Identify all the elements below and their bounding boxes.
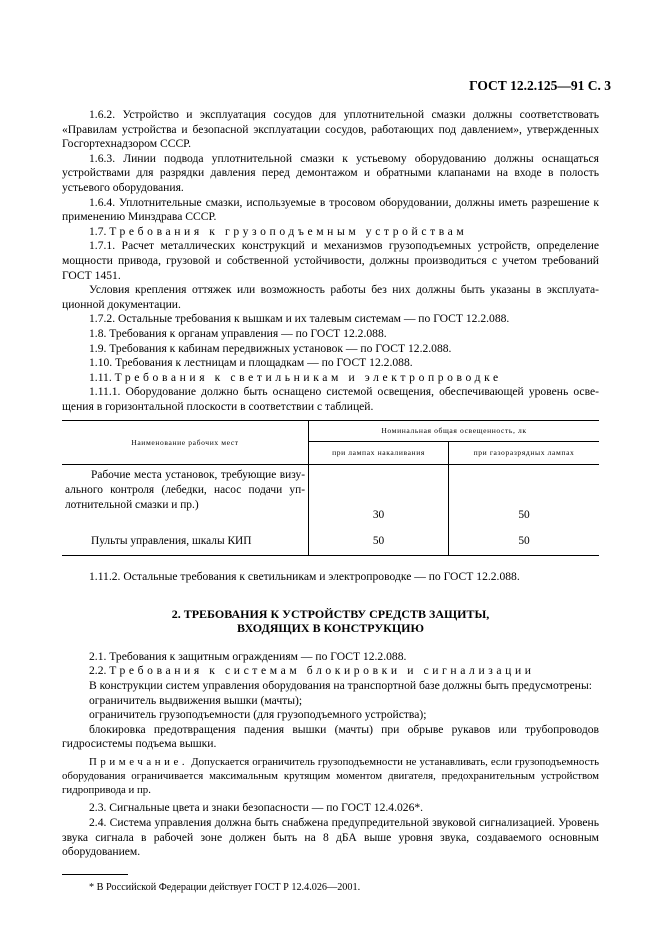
heading-2-2-number: 2.2. xyxy=(89,664,107,678)
note-text: Допускается ограничитель грузоподъемности не устанавливать, если грузоподъемность оборудования ограничивается максимальным крутящим моментом двигателя, предохранительным устройством гидропривода и пр. xyxy=(62,756,600,796)
heading-2-2-title: Требования к системам блокировки и сигнализации xyxy=(109,664,535,678)
note-label: Примечание. xyxy=(89,756,189,768)
table-row xyxy=(62,524,599,555)
note-paragraph xyxy=(62,756,599,797)
table-row xyxy=(62,465,599,525)
paragraph-2-1: 2.1. Требования к защитным ограждениям — по ГОСТ 12.2.088. xyxy=(89,649,407,663)
table-header-illumination: Номинальная общая освещенность, лк xyxy=(309,421,600,442)
table-header-discharge: при газоразрядных лампах xyxy=(449,442,599,465)
paragraph-1-7-1-b: Условия крепления оттяжек или возможность работы без них должны быть указаны в эксплуатационной документации. xyxy=(62,283,599,311)
table-header-workplace: Наименование рабочих мест xyxy=(62,421,309,465)
paragraph-1-6-2: 1.6.2. Устройство и эксплуатация сосудов для уплотнительной смазки должны соответствовать «Правилам устройства и безопасной эксплуатации сосудов, работающих под давлением», утвержденных Госгортехнадзором СССР. xyxy=(62,108,599,151)
list-item: ограничитель грузоподъемности (для грузоподъемного устройства); xyxy=(89,708,427,722)
heading-1-11 xyxy=(62,371,599,386)
section-2-title-line1: 2. ТРЕБОВАНИЯ К УСТРОЙСТВУ СРЕДСТВ ЗАЩИТЫ, xyxy=(171,606,490,621)
paragraph-2-3: 2.3. Сигнальные цвета и знаки безопасности — по ГОСТ 12.4.026*. xyxy=(89,801,424,815)
paragraph-1-10: 1.10. Требования к лестницам и площадкам — по ГОСТ 12.2.088. xyxy=(89,356,413,370)
heading-1-7 xyxy=(62,225,599,240)
list-item: блокировка предотвращения падения вышки (мачты) при обрыве рукавов или трубопроводов гидросистемы подъема вышки. xyxy=(62,722,599,751)
paragraph-2-2-text: В конструкции систем управления оборудования на транспортной базе должны быть предусмотрены: xyxy=(89,679,592,693)
heading-2-2 xyxy=(62,664,599,679)
paragraph-1-8: 1.8. Требования к органам управления — по ГОСТ 12.2.088. xyxy=(89,326,387,340)
table-cell-workplace: Рабочие места установок, требующие визуального контроля (лебедки, насос подачи уплотнительной смазки и пр.) xyxy=(65,469,305,511)
table-cell-discharge: 50 xyxy=(449,465,599,525)
paragraph-1-11-2: 1.11.2. Остальные требования к светильникам и электропроводке — по ГОСТ 12.2.088. xyxy=(89,570,520,584)
list-item: ограничитель выдвижения вышки (мачты); xyxy=(89,693,303,707)
heading-1-11-title: Требования к светильникам и электропроводке xyxy=(114,370,502,384)
paragraph-2-4: 2.4. Система управления должна быть снабжена предупредительной звуковой сигнализацией. Уровень звука сигнала в рабочей зоне должен быть на 8 дБА выше уровня звука, создаваемого основным оборудованием. xyxy=(62,815,599,859)
document-body xyxy=(62,108,599,895)
paragraph-1-7-1: 1.7.1. Расчет металлических конструкций и механизмов грузоподъемных устройств, определение мощности привода, грузовой и собственной устойчивости, должны производиться с учетом требований ГОСТ 1451. xyxy=(62,239,599,282)
table-cell-workplace: Пульты управления, шкалы КИП xyxy=(62,524,309,555)
heading-1-7-title: Требования к грузоподъемным устройствам xyxy=(109,224,468,238)
footnote: * В Российской Федерации действует ГОСТ Р 12.4.026—2001. xyxy=(89,881,361,893)
page-header: ГОСТ 12.2.125—91 С. 3 xyxy=(469,78,611,93)
section-2-title-line2: ВХОДЯЩИХ В КОНСТРУКЦИЮ xyxy=(236,621,425,636)
heading-1-7-number: 1.7. xyxy=(89,224,107,238)
paragraph-1-6-4: 1.6.4. Уплотнительные смазки, используемые в тросовом оборудовании, должны иметь разрешение к применению Минздрава СССР. xyxy=(62,195,599,224)
illumination-table xyxy=(62,420,599,556)
paragraph-1-6-3: 1.6.3. Линии подвода уплотнительной смазки к устьевому оборудованию должны оснащаться устройствами для разрядки давления перед демонтажом и обратными клапанами на входе в полость устьевого оборудования. xyxy=(62,151,599,194)
paragraph-1-7-2: 1.7.2. Остальные требования к вышкам и их талевым системам — по ГОСТ 12.2.088. xyxy=(89,312,510,326)
table-cell-incandescent: 30 xyxy=(309,465,449,525)
illumination-table-wrapper xyxy=(62,420,599,556)
paragraph-1-9: 1.9. Требования к кабинам передвижных установок — по ГОСТ 12.2.088. xyxy=(89,341,452,355)
table-header-incandescent: при лампах накаливания xyxy=(309,442,449,465)
table-cell-incandescent: 50 xyxy=(309,524,449,555)
footnote-divider xyxy=(62,874,128,875)
table-cell-discharge: 50 xyxy=(449,524,599,555)
table-header-row xyxy=(62,421,599,442)
heading-1-11-number: 1.11. xyxy=(89,370,112,384)
paragraph-1-11-1: 1.11.1. Оборудование должно быть оснащено системой освещения, обеспечивающей уровень освещения в горизонтальной плоскости в соответствии с таблицей. xyxy=(62,385,599,413)
section-2-title xyxy=(62,607,599,636)
